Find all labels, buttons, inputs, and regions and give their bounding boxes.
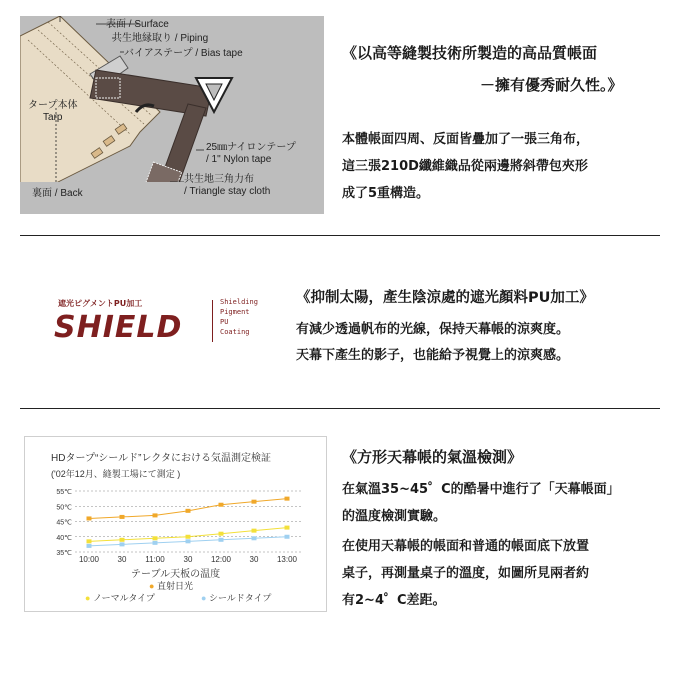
section1-heading-line2: －擁有優秀耐久性。》: [480, 76, 623, 94]
data-point: [120, 542, 125, 546]
section1-body-line3: 成了5重構造。: [342, 186, 430, 201]
data-point: [153, 536, 158, 540]
divider-2: [20, 408, 660, 409]
y-tick-label: 35℃: [56, 550, 72, 557]
triangle-cloth-label: 共生地三角力布 / Triangle stay cloth: [184, 174, 271, 197]
data-point: [120, 515, 125, 519]
series-line-1: [89, 528, 287, 542]
legend-sun: [149, 579, 193, 592]
y-tick-label: 40℃: [56, 534, 72, 542]
data-point: [87, 544, 92, 548]
x-tick-label: 11:00: [145, 555, 165, 564]
shield-logo-caption: 遮光ピグメントPU加工: [58, 299, 143, 308]
section3-heading: 《方形天幕帳的氣溫檢測》: [342, 448, 523, 466]
piping-label: 共生地縁取り / Piping: [112, 33, 209, 44]
data-point: [285, 535, 290, 539]
section3-body-line4: 桌子，再測量桌子的溫度，如圖所見兩者約: [342, 566, 590, 581]
section1-body-line1: 本體帳面四周、反面皆疊加了一張三角布，: [342, 132, 590, 147]
data-point: [219, 538, 224, 542]
section2-body-line1: 有減少透過帆布的光線，保持天幕帳的涼爽度。: [296, 322, 570, 337]
legend-shield-label: シールドタイプ: [208, 593, 272, 603]
section3-body-line5: 有2~4゜C差距。: [342, 593, 446, 608]
chart-xlabel: テーブル天板の温度: [131, 569, 221, 580]
divider-1: [20, 235, 660, 236]
section2-heading: 《抑制太陽，產生陰涼處的遮光顏料PU加工》: [296, 290, 594, 306]
data-point: [186, 535, 191, 539]
series-line-0: [89, 499, 287, 519]
y-tick-label: 50℃: [56, 504, 72, 512]
x-tick-label: 13:00: [276, 555, 298, 564]
y-tick-label: 45℃: [56, 519, 72, 527]
tarp-label: タープ本体 Tarp: [28, 100, 78, 123]
x-tick-label: 30: [183, 555, 193, 564]
bias-tape-label: バイアステープ / Bias tape: [124, 48, 243, 59]
data-point: [285, 497, 290, 501]
stitching-diagram: [20, 16, 324, 214]
data-point: [219, 532, 224, 536]
data-point: [153, 541, 158, 545]
section3-body-line3: 在使用天幕帳的帳面和普通的帳面底下放置: [342, 539, 590, 554]
x-tick-label: 30: [117, 555, 127, 564]
chart-title: HDタープ“シールド”レクタにおける気温測定検証: [51, 453, 272, 464]
data-point: [186, 539, 191, 543]
data-point: [285, 526, 290, 530]
data-point: [87, 539, 92, 543]
x-tick-label: 30: [249, 555, 259, 564]
section1-heading-line1: 《以高等縫製技術所製造的高品質帳面: [342, 44, 598, 62]
shield-side-2: Pigment: [220, 308, 250, 316]
data-point: [219, 503, 224, 507]
chart-subtitle: ('02年12月、縫製工場にて測定 ): [51, 469, 181, 479]
section1-body-line2: 這三張210D纖維織品從兩邊將斜帶包夾形: [342, 159, 588, 174]
section3-body-line2: 的溫度檢測實驗。: [342, 509, 447, 524]
legend-normal-marker: ●: [85, 593, 91, 603]
section2-body-line2: 天幕下產生的影子，也能給予視覺上的涼爽感。: [296, 348, 570, 363]
legend-sun-marker: ●: [149, 581, 155, 591]
data-point: [252, 536, 257, 540]
x-tick-label: 12:00: [210, 555, 232, 564]
data-point: [120, 538, 125, 542]
shield-logo: [52, 296, 262, 356]
x-tick-label: 10:00: [78, 555, 100, 564]
shield-logo-rule: [212, 300, 213, 342]
surface-label: 表面 / Surface: [106, 19, 169, 30]
back-label: 裏面 / Back: [32, 188, 83, 199]
data-point: [153, 513, 158, 517]
y-tick-label: 55℃: [56, 489, 72, 496]
data-point: [252, 500, 257, 504]
shield-logo-word: SHIELD: [54, 310, 183, 345]
temperature-chart: [24, 436, 327, 612]
shield-side-1: Shielding: [220, 298, 258, 306]
legend-shield-marker: ●: [201, 593, 207, 603]
shield-side-3: PU: [220, 318, 229, 326]
legend-normal: [85, 591, 155, 604]
data-point: [252, 529, 257, 533]
shield-side-4: Coating: [220, 328, 250, 336]
data-point: [87, 516, 92, 520]
section3-body-line1: 在氣溫35~45゜C的酷暑中進行了「天幕帳面」: [342, 482, 620, 497]
legend-shield: [201, 591, 271, 604]
nylon-tape-label: 25㎜ナイロンテープ / 1" Nylon tape: [206, 142, 296, 165]
data-point: [186, 509, 191, 513]
legend-sun-label: 直射日光: [156, 581, 193, 591]
legend-normal-label: ノーマルタイプ: [92, 593, 155, 603]
